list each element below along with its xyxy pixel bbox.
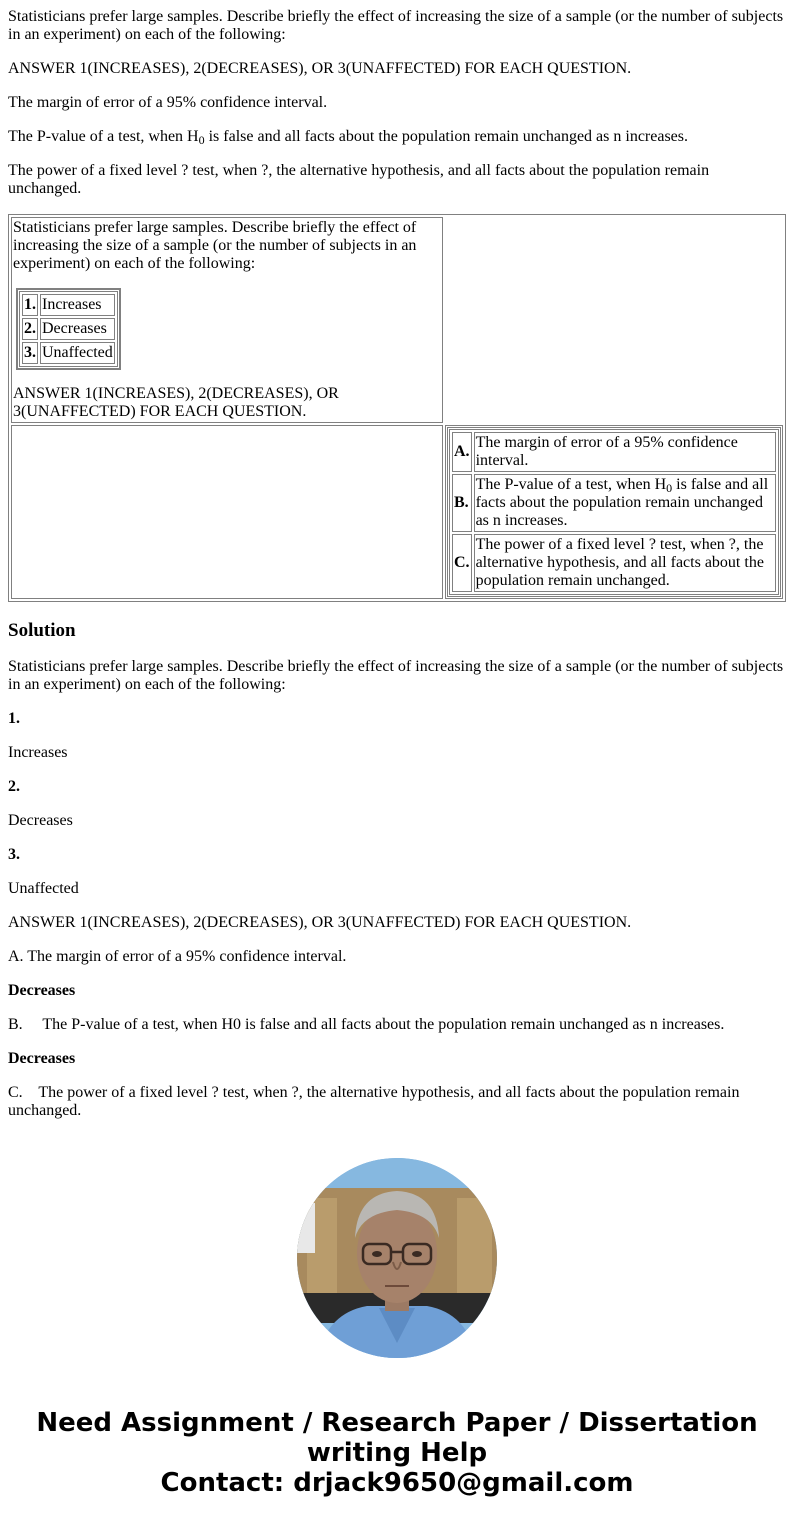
question-text: The power of a fixed level ? test, when ?, the alternative hypothesis, and all facts about the population remain unchanged. [474,534,776,592]
question-text-part: is false and all facts about the population remain unchanged as n increases. [475,476,769,529]
promo-banner [8,1408,786,1528]
question-item-a: The margin of error of a 95% confidence interval. [8,94,328,111]
promo-headline: Need Assignment / Research Paper / Dissertation writing Help [36,1408,758,1468]
option-number: 3. [22,342,38,364]
option-number: 2. [22,318,38,340]
promo-contact: Contact: drjack9650@gmail.com [160,1468,634,1498]
solution-answer-a: Decreases [8,982,76,999]
solution-answer-b: Decreases [8,1050,76,1067]
option-label: Increases [40,294,115,316]
question-table-intro-cell [11,217,443,423]
solution-intro: Statisticians prefer large samples. Describe briefly the effect of increasing the size of a sample (or the number of subjects in an experiment) on each of the following: [8,658,784,693]
solution-question-c: C. The power of a fixed level ? test, when ?, the alternative hypothesis, and all facts about the population remain unchanged. [8,1084,744,1119]
avatar-container [8,1158,786,1358]
solution-option-number: 2. [8,778,20,795]
question-row [452,474,776,532]
questions-table [447,427,781,597]
subscript: 0 [666,481,673,495]
questions-cell [445,425,783,599]
solution-option-label: Decreases [8,812,73,829]
question-item-b [8,128,786,146]
person-portrait-icon [297,1158,497,1358]
question-item-b-text-rest: is false and all facts about the population remain unchanged as n increases. [204,128,688,145]
solution-heading: Solution [8,620,76,641]
question-item-b-text: The P-value of a test, when H [8,128,199,145]
question-letter: C. [452,534,472,592]
solution-option-number: 3. [8,846,20,863]
option-row [22,318,115,340]
option-row [22,294,115,316]
empty-cell [445,217,783,423]
question-table [8,214,786,602]
table-intro: Statisticians prefer large samples. Describe briefly the effect of increasing the size of a sample (or the number of subjects in an experiment) on each of the following: [13,219,417,272]
question-row [452,432,776,472]
question-item-c: The power of a fixed level ? test, when ?, the alternative hypothesis, and all facts about the population remain unchanged. [8,162,710,197]
subscript: 0 [198,133,205,147]
option-label: Unaffected [40,342,115,364]
solution-option-label: Unaffected [8,880,79,897]
solution-instruction: ANSWER 1(INCREASES), 2(DECREASES), OR 3(UNAFFECTED) FOR EACH QUESTION. [8,914,632,931]
question-text [474,474,776,532]
solution-question-a: A. The margin of error of a 95% confidence interval. [8,948,347,965]
option-row [22,342,115,364]
question-text: The margin of error of a 95% confidence interval. [474,432,776,472]
table-instruction: ANSWER 1(INCREASES), 2(DECREASES), OR 3(UNAFFECTED) FOR EACH QUESTION. [13,385,339,420]
question-letter: B. [452,474,472,532]
avatar [297,1158,497,1358]
question-intro: Statisticians prefer large samples. Describe briefly the effect of increasing the size of a sample (or the number of subjects in an experiment) on each of the following: [8,8,784,43]
empty-cell [11,425,443,599]
question-row [452,534,776,592]
question-text-part: The P-value of a test, when H [475,476,667,493]
solution-question-b: B. The P-value of a test, when H0 is false and all facts about the population remain unchanged as n increases. [8,1016,725,1033]
options-table [17,289,120,369]
solution-option-number: 1. [8,710,20,727]
question-letter: A. [452,432,472,472]
option-number: 1. [22,294,38,316]
solution-option-label: Increases [8,744,68,761]
question-instruction: ANSWER 1(INCREASES), 2(DECREASES), OR 3(UNAFFECTED) FOR EACH QUESTION. [8,60,632,77]
option-label: Decreases [40,318,115,340]
